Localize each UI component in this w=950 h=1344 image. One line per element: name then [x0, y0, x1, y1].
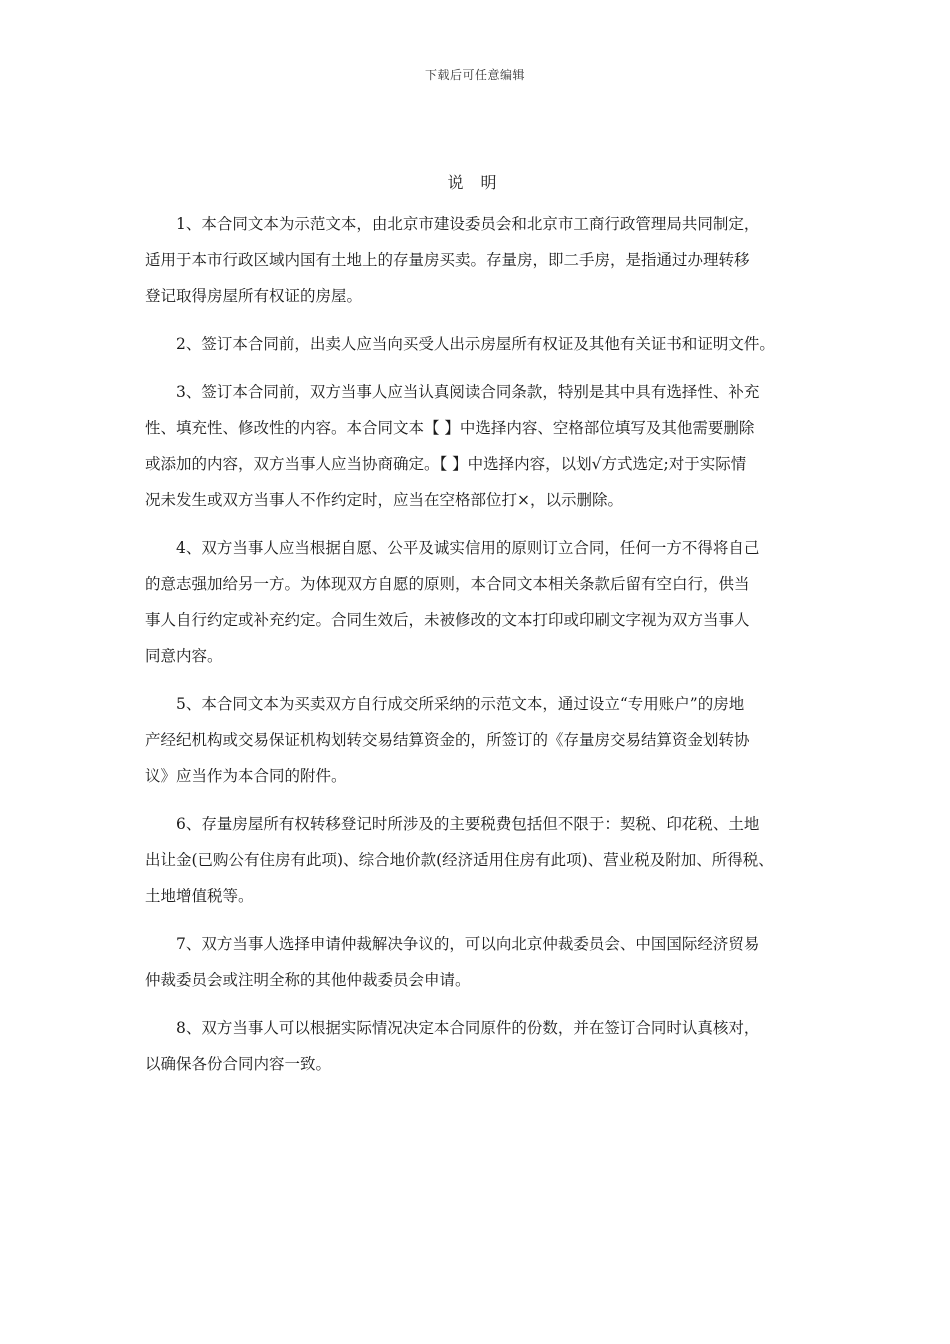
- paragraph-line: 事人自行约定或补充约定。合同生效后，未被修改的文本打印或印刷文字视为双方当事人: [145, 611, 750, 629]
- paragraph-line: 产经纪机构或交易保证机构划转交易结算资金的，所签订的《存量房交易结算资金划转协: [145, 731, 750, 749]
- paragraph-line: 同意内容。: [145, 647, 223, 665]
- paragraph-1: [145, 206, 815, 314]
- paragraph-3: [145, 374, 815, 518]
- paragraph-2: [145, 326, 815, 362]
- paragraph-line: 以确保各份合同内容一致。: [145, 1055, 332, 1073]
- paragraph-6: [145, 806, 815, 914]
- document-body: [145, 206, 815, 1094]
- paragraph-5: [145, 686, 815, 794]
- paragraph-line: 8、双方当事人可以根据实际情况决定本合同原件的份数，并在签订合同时认真核对，: [176, 1019, 760, 1037]
- paragraph-4: [145, 530, 815, 674]
- paragraph-line: 的意志强加给另一方。为体现双方自愿的原则，本合同文本相关条款后留有空白行，供当: [145, 575, 750, 593]
- paragraph-7: [145, 926, 815, 998]
- paragraph-line: 仲裁委员会或注明全称的其他仲裁委员会申请。: [145, 971, 471, 989]
- paragraph-line: 适用于本市行政区域内国有土地上的存量房买卖。存量房，即二手房，是指通过办理转移: [145, 251, 750, 269]
- paragraph-line: 或添加的内容，双方当事人应当协商确定。【 】中选择内容，以划√方式选定;对于实际情: [145, 455, 747, 473]
- page-header: 下载后可任意编辑: [424, 68, 525, 82]
- paragraph-line: 土地增值税等。: [145, 887, 254, 905]
- paragraph-line: 1、本合同文本为示范文本，由北京市建设委员会和北京市工商行政管理局共同制定，: [176, 215, 760, 233]
- paragraph-line: 3、签订本合同前，双方当事人应当认真阅读合同条款，特别是其中具有选择性、补充: [176, 383, 760, 401]
- paragraph-line: 性、填充性、修改性的内容。本合同文本【 】中选择内容、空格部位填写及其他需要删除: [145, 419, 755, 437]
- document-title: 说 明: [447, 173, 503, 192]
- paragraph-line: 议》应当作为本合同的附件。: [145, 767, 347, 785]
- paragraph-line: 5、本合同文本为买卖双方自行成交所采纳的示范文本，通过设立“专用账户”的房地: [176, 695, 745, 713]
- paragraph-line: 登记取得房屋所有权证的房屋。: [145, 287, 363, 305]
- paragraph-line: 4、双方当事人应当根据自愿、公平及诚实信用的原则订立合同，任何一方不得将自己: [176, 539, 760, 557]
- paragraph-line: 出让金(已购公有住房有此项)、综合地价款(经济适用住房有此项)、营业税及附加、所得税、: [145, 851, 774, 869]
- paragraph-line: 6、存量房屋所有权转移登记时所涉及的主要税费包括但不限于：契税、印花税、土地: [176, 815, 760, 833]
- paragraph-line: 2、签订本合同前，出卖人应当向买受人出示房屋所有权证及其他有关证书和证明文件。: [176, 335, 775, 353]
- paragraph-8: [145, 1010, 815, 1082]
- paragraph-line: 况未发生或双方当事人不作约定时，应当在空格部位打×，以示删除。: [145, 491, 623, 509]
- paragraph-line: 7、双方当事人选择申请仲裁解决争议的，可以向北京仲裁委员会、中国国际经济贸易: [176, 935, 760, 953]
